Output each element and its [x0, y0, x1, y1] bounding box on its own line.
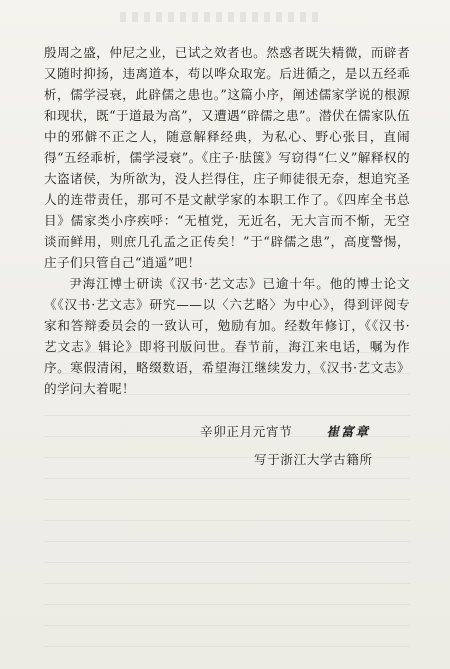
signature-date-line: [200, 421, 370, 442]
faint-header-bleed: [120, 12, 320, 22]
signature-place: 写于浙江大学古籍所: [254, 452, 373, 467]
paragraph-2: 尹海江博士研读《汉书·艺文志》已逾十年。他的博士论文《《汉书·艺文志》研究——以〈六艺略〉为中心》，得到评阅专家和答辩委员会的一致认可，勉励有加。经数年修订，《《汉书·艺文志》辑论》即将刊版问世。春节前，海江来电话，嘱为作序。寒假清闲，略缀数语，希望海江继续发力，《汉书·艺文志》的学问大着呢！: [44, 276, 410, 396]
signature-date: 辛卯正月元宵节: [200, 424, 293, 439]
signature-block: [44, 421, 410, 469]
signature-author: 崔富章: [326, 424, 371, 439]
paragraph-1: 殷周之盛，仲尼之业，已试之效者也。然惑者既失精微，而辟者又随时抑扬，违离道本，苟以哗众取宠。后进循之，是以五经乖析，儒学浸衰，此辟儒之患也。”这篇小序，阐述儒家学说的根源和现状，既“于道最为高”，又遭遇“辟儒之患”。潜伏在儒家队伍中的邪僻不正之人，随意解释经典，为私心、野心张目，直闹得“五经乖析，儒学浸衰”。《庄子·胠箧》写窃得“仁义”解释权的大盗诸侯，为所欲为，没人拦得住，庄子师徒很无奈，想追究圣人的连带责任，那可不是文献学家的本职工作了。《四库全书总目》儒家类小序疾呼：“无植党，无近名，无大言而不惭，无空谈而鲜用，则庶几孔孟之正传矣！”于“辟儒之患”，高度警惕，庄子们只管自己“逍遥”吧！: [44, 45, 410, 270]
